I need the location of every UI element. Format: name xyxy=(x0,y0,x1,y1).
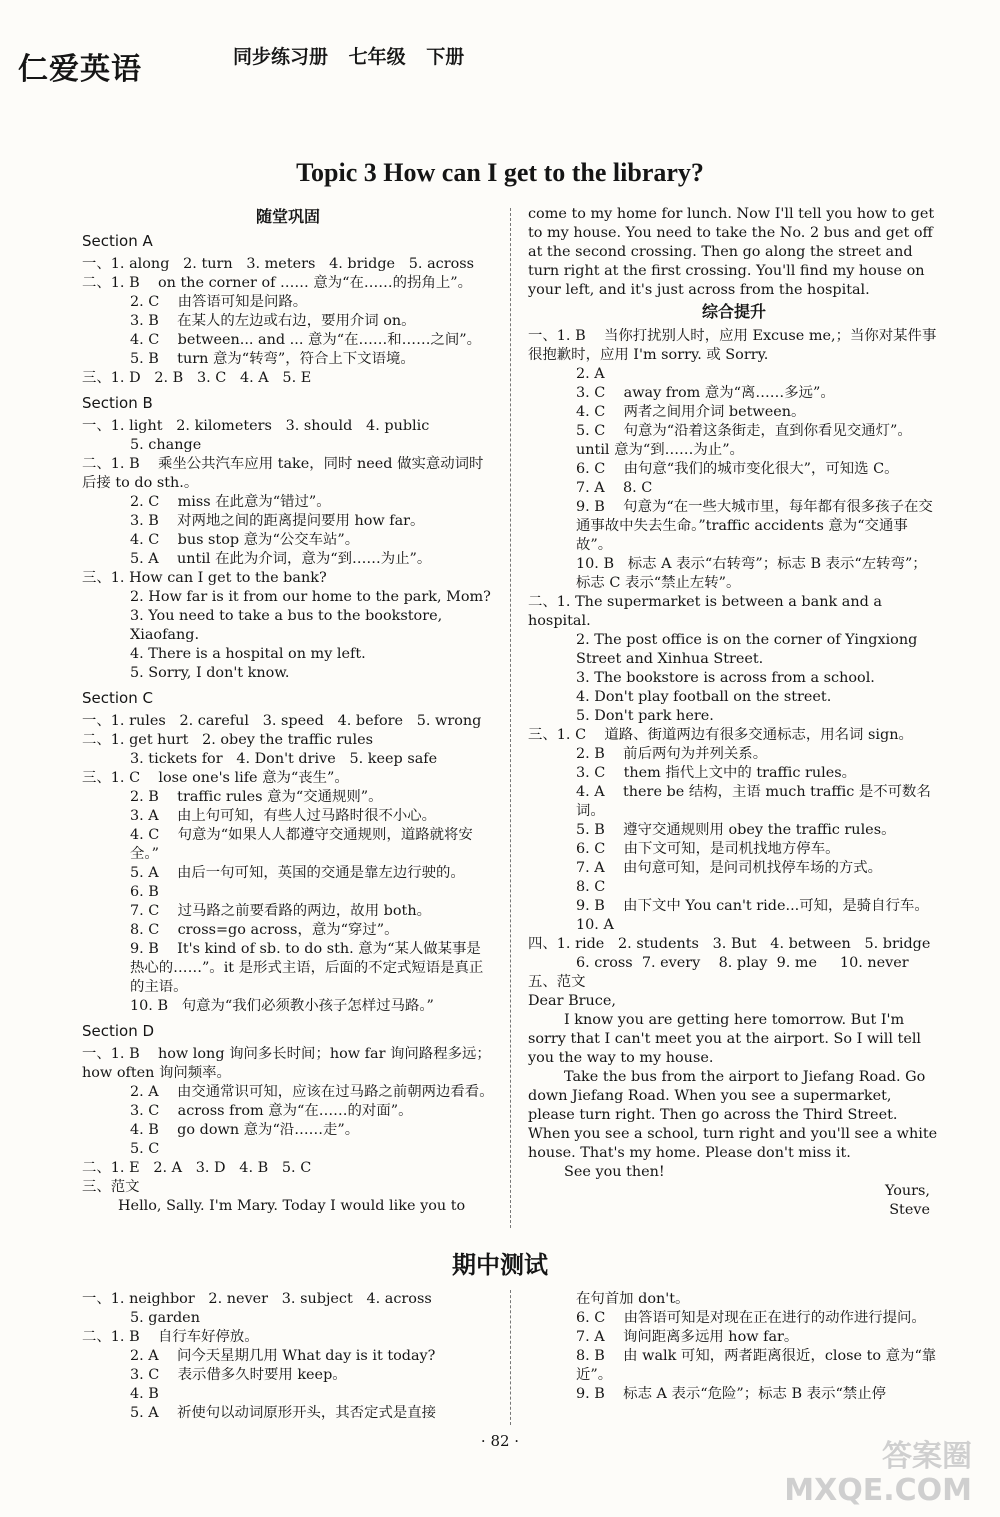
answer-line: 7. A 询问距离多远用 how far。 xyxy=(576,1329,799,1345)
answer-line: 10. B 句意为“我们必须教小孩子怎样过马路。” xyxy=(130,998,434,1014)
answer-line: 3. B 在某人的左边或右边，要用介词 on。 xyxy=(130,313,416,329)
answer-line: 五、范文 xyxy=(528,974,586,990)
left-column xyxy=(82,205,494,1216)
answer-line: 5. Sorry, I don't know. xyxy=(130,665,290,681)
letter-greeting: Dear Bruce, xyxy=(528,993,616,1009)
answer-line: 二、1. B on the corner of …… 意为“在……的拐角上”。 xyxy=(82,275,472,291)
answer-line: 二、1. E 2. A 3. D 4. B 5. C xyxy=(82,1160,312,1176)
section-label: Section D xyxy=(82,1022,155,1040)
midterm-title: 期中测试 xyxy=(452,1251,548,1279)
answer-line: 4. C between... and ... 意为“在……和……之间”。 xyxy=(130,332,481,348)
answer-line: 5. C 句意为“沿着这条街走，直到你看见交通灯”。until 意为“到……为止”。 xyxy=(576,423,912,458)
answer-line: 5. B 遵守交通规则用 obey the traffic rules。 xyxy=(576,822,896,838)
answer-line: 三、1. C 道路、街道两边有很多交通标志，用名词 sign。 xyxy=(528,727,913,743)
answer-line: 8. B 由 walk 可知，两者距离很近，close to 意为“靠近”。 xyxy=(576,1348,937,1383)
answer-line: 三、1. D 2. B 3. C 4. A 5. E xyxy=(82,370,312,386)
answer-line: 一、1. B how long 询问多长时间；how far 询问路程多远；how often 询问频率。 xyxy=(82,1046,491,1081)
page-header xyxy=(18,40,578,88)
column-divider xyxy=(510,208,511,1228)
answer-line: 5. A until 在此为介词，意为“到……为止”。 xyxy=(130,551,432,567)
answer-line: 6. C 由下文可知，是司机找地方停车。 xyxy=(576,841,840,857)
answer-line: 8. C cross=go across，意为“穿过”。 xyxy=(130,922,399,938)
answer-line: 7. C 过马路之前要看路的两边，故用 both。 xyxy=(130,903,431,919)
topic-title: Topic 3 How can I get to the library? xyxy=(296,158,704,187)
answer-line: 三、1. C lose one's life 意为“丧生”。 xyxy=(82,770,349,786)
answer-line: 3. C across from 意为“在……的对面”。 xyxy=(130,1103,413,1119)
answer-line: 2. The post office is on the corner of Yingxiong Street and Xinhua Street. xyxy=(576,632,922,667)
answer-line: 7. A 8. C xyxy=(576,480,653,496)
answer-line: 2. B traffic rules 意为“交通规则”。 xyxy=(130,789,383,805)
answer-line: 9. B 由下文中 You can't ride...可知，是骑自行车。 xyxy=(576,898,929,914)
letter-paragraph: Take the bus from the airport to Jiefang Road. Go down Jiefang Road. When you see a supermarket, please turn right. Then go across the Third Street. When you see a school, turn right and you'll see a white house. That's my home. Please don't miss it. xyxy=(528,1069,942,1161)
watermark-logo xyxy=(784,1440,972,1508)
answer-line: 2. C miss 在此意为“错过”。 xyxy=(130,494,331,510)
section-label: Section C xyxy=(82,689,153,707)
essay-start: Hello, Sally. I'm Mary. Today I would like you to xyxy=(118,1198,466,1214)
answer-line: 2. How far is it from our home to the park, Mom? xyxy=(130,589,491,605)
answer-line: 9. B 标志 A 表示“危险”；标志 B 表示“禁止停 xyxy=(576,1386,886,1402)
letter-signature: Steve xyxy=(889,1202,930,1218)
answer-line: 2. C 由答语可知是问路。 xyxy=(130,294,308,310)
answer-line: 3. C them 指代上文中的 traffic rules。 xyxy=(576,765,857,781)
answer-line: 4. Don't play football on the street. xyxy=(576,689,832,705)
answer-line: 4. A there be 结构，主语 much traffic 是不可数名词。 xyxy=(576,784,931,819)
answer-line: 3. The bookstore is across from a school. xyxy=(576,670,875,686)
answer-line: 4. C 两者之间用介词 between。 xyxy=(576,404,806,420)
answer-line: 一、1. B 当你打扰别人时，应用 Excuse me,；当你对某件事很抱歉时，应用 I'm sorry. 或 Sorry. xyxy=(528,328,937,363)
answer-line: 4. B xyxy=(130,1386,159,1402)
answer-line: 3. tickets for 4. Don't drive 5. keep safe xyxy=(130,751,438,767)
section-heading-improvement: 综合提升 xyxy=(701,302,766,321)
answer-line: 5. A 由后一句可知，英国的交通是靠左边行驶的。 xyxy=(130,865,465,881)
answer-line: 7. A 由句意可知，是问司机找停车场的方式。 xyxy=(576,860,883,876)
midterm-right-column xyxy=(528,1290,940,1404)
answer-line: 二、1. get hurt 2. obey the traffic rules xyxy=(82,732,373,748)
answer-line: 2. A 问今天星期几用 What day is it today? xyxy=(130,1348,436,1364)
watermark-text: 答案圈 xyxy=(882,1439,972,1474)
section-label: Section B xyxy=(82,394,153,412)
page-number: · 82 · xyxy=(480,1432,520,1450)
answer-line: 8. C xyxy=(576,879,606,895)
answer-line: 3. C 表示借多久时要用 keep。 xyxy=(130,1367,347,1383)
essay-continuation: come to my home for lunch. Now I'll tell you how to get to my house. You need to take the No. 2 bus and get off at the second crossing. Then go along the street and turn right at the first crossing. You'll find my house on your left, and it's just across from the hospital. xyxy=(528,206,939,298)
answer-line: 4. B go down 意为“沿……走”。 xyxy=(130,1122,360,1138)
answer-line: 一、1. rules 2. careful 3. speed 4. before 5. wrong xyxy=(82,713,482,729)
answer-line: 10. B 标志 A 表示“右转弯”；标志 B 表示“左转弯”；标志 C 表示“禁止左转”。 xyxy=(576,556,927,591)
answer-line: 6. cross 7. every 8. play 9. me 10. never xyxy=(576,955,909,971)
answer-line: 5. A 祈使句以动词原形开头，其否定式是直接 xyxy=(130,1405,437,1421)
answer-line: 6. C 由答语可知是对现在正在进行的动作进行提问。 xyxy=(576,1310,926,1326)
letter-paragraph: See you then! xyxy=(564,1164,665,1180)
answer-line: 4. C 句意为“如果人人都遵守交通规则，道路就将安全。” xyxy=(130,827,473,862)
book-subtitle: 同步练习册 七年级 下册 xyxy=(233,46,465,68)
answer-line: 3. B 对两地之间的距离提问要用 how far。 xyxy=(130,513,425,529)
answer-line: 二、1. The supermarket is between a bank and a hospital. xyxy=(528,594,887,629)
section-label: Section A xyxy=(82,232,153,250)
answer-line: 三、1. How can I get to the bank? xyxy=(82,570,327,586)
answer-line: 一、1. neighbor 2. never 3. subject 4. across xyxy=(82,1291,432,1307)
answer-line: 2. A 由交通常识可知，应该在过马路之前朝两边看看。 xyxy=(130,1084,494,1100)
watermark-url: MXQE.COM xyxy=(784,1473,972,1508)
answer-line: 2. A xyxy=(576,366,605,382)
answer-line: 4. There is a hospital on my left. xyxy=(130,646,366,662)
answer-line: 3. C away from 意为“离……多远”。 xyxy=(576,385,835,401)
answer-line: 四、1. ride 2. students 3. But 4. between 5. bridge xyxy=(528,936,931,952)
brand-logo: 仁爱英语 xyxy=(18,52,142,87)
answer-line: 三、范文 xyxy=(82,1179,140,1195)
right-column xyxy=(528,205,940,1220)
answer-line: 一、1. light 2. kilometers 3. should 4. public xyxy=(82,418,430,434)
answer-line: 10. A xyxy=(576,917,614,933)
answer-line: 9. B 句意为“在一些大城市里，每年都有很多孩子在交通事故中失去生命。”traffic accidents 意为“交通事故”。 xyxy=(576,499,933,553)
midterm-left-column xyxy=(82,1290,494,1423)
answer-line: 5. garden xyxy=(130,1310,200,1326)
letter-closing: Yours, xyxy=(884,1183,930,1199)
answer-line: 6. C 由句意“我们的城市变化很大”，可知选 C。 xyxy=(576,461,899,477)
answer-line: 2. B 前后两句为并列关系。 xyxy=(576,746,768,762)
answer-line: 4. C bus stop 意为“公交车站”。 xyxy=(130,532,360,548)
answer-line: 二、1. B 乘坐公共汽车应用 take，同时 need 做实意动词时后接 to do sth.。 xyxy=(82,456,484,491)
answer-line: 5. change xyxy=(130,437,202,453)
answer-line: 3. A 由上句可知，有些人过马路时很不小心。 xyxy=(130,808,437,824)
answer-line: 3. You need to take a bus to the bookstore, Xiaofang. xyxy=(130,608,447,643)
column-divider-bottom xyxy=(510,1290,511,1425)
section-heading-consolidation: 随堂巩固 xyxy=(255,207,320,226)
answer-line: 5. C xyxy=(130,1141,160,1157)
answer-line: 在句首加 don't。 xyxy=(576,1291,690,1307)
answer-line: 9. B It's kind of sb. to do sth. 意为“某人做某事是热心的……”。it 是形式主语，后面的不定式短语是真正的主语。 xyxy=(130,941,484,995)
answer-line: 5. Don't park here. xyxy=(576,708,714,724)
answer-line: 一、1. along 2. turn 3. meters 4. bridge 5. across xyxy=(82,256,475,272)
answer-line: 二、1. B 自行车好停放。 xyxy=(82,1329,259,1345)
answer-line: 5. B turn 意为“转弯”，符合上下文语境。 xyxy=(130,351,415,367)
answer-line: 6. B xyxy=(130,884,159,900)
letter-paragraph: I know you are getting here tomorrow. But I'm sorry that I can't meet you at the airport. So I will tell you the way to my house. xyxy=(528,1012,926,1066)
